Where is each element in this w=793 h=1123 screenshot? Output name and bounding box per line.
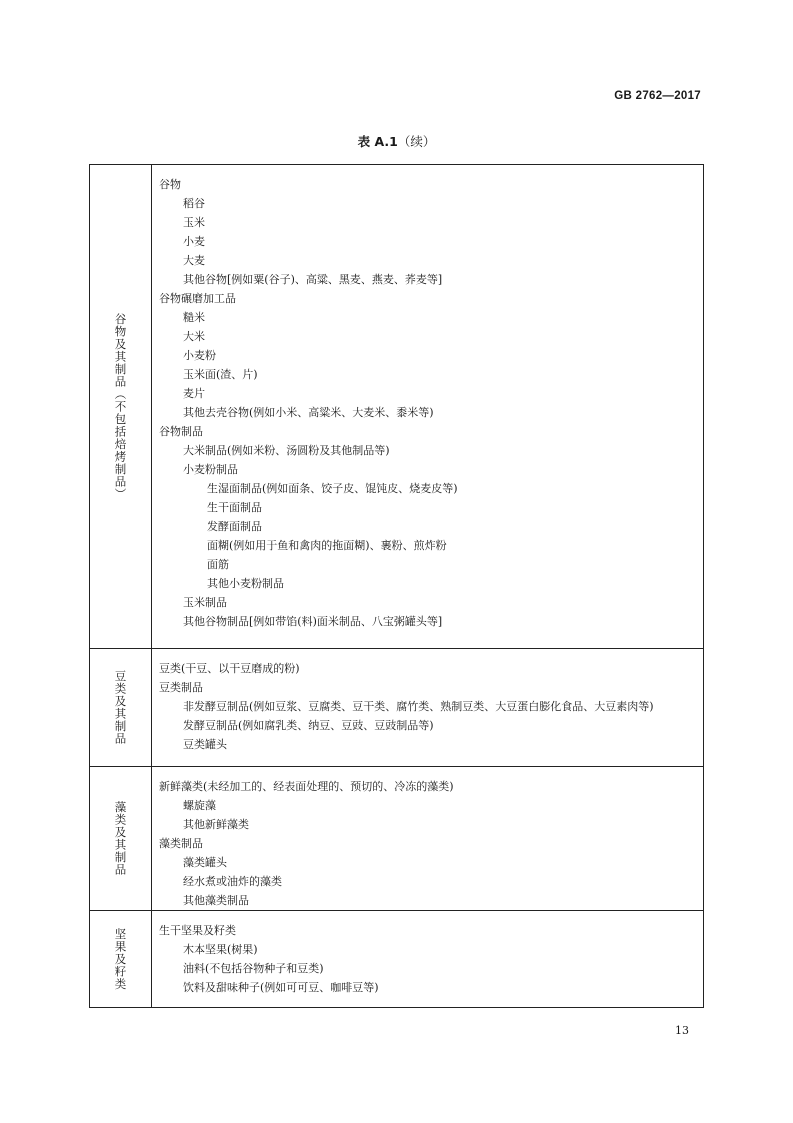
- food-item: 谷物: [159, 178, 181, 191]
- food-item: 发酵面制品: [207, 520, 262, 533]
- category-cell: [90, 165, 152, 648]
- food-item: 面筋: [207, 558, 229, 571]
- category-cell: [90, 911, 152, 1007]
- table-title-suffix: （续）: [397, 134, 436, 149]
- food-item: 玉米制品: [183, 596, 227, 609]
- food-item: 稻谷: [183, 197, 205, 210]
- food-item: 糙米: [183, 311, 205, 324]
- category-label: 豆类及其制品: [113, 670, 128, 745]
- table-section: [90, 767, 703, 911]
- food-item: 谷物制品: [159, 425, 203, 438]
- food-item: 经水煮或油炸的藻类: [183, 875, 282, 888]
- food-item: 玉米: [183, 216, 205, 229]
- food-item: 其他去壳谷物(例如小米、高粱米、大麦米、黍米等): [183, 406, 434, 419]
- food-item: 其他谷物制品[例如带馅(料)面米制品、八宝粥罐头等]: [183, 615, 443, 628]
- food-item: 小麦粉: [183, 349, 216, 362]
- food-item: 面糊(例如用于鱼和禽肉的拖面糊)、裹粉、煎炸粉: [207, 539, 447, 552]
- food-item: 大麦: [183, 254, 205, 267]
- food-item: 其他新鲜藻类: [183, 818, 249, 831]
- food-item: 玉米面(渣、片): [183, 368, 258, 381]
- category-label: 坚果及籽类: [113, 927, 128, 991]
- table-title-prefix: 表 A.1: [357, 134, 398, 149]
- items-cell: [152, 165, 703, 648]
- food-item: 饮料及甜味种子(例如可可豆、咖啡豆等): [183, 981, 379, 994]
- food-item: 大米: [183, 330, 205, 343]
- category-cell: [90, 767, 152, 910]
- food-item: 发酵豆制品(例如腐乳类、纳豆、豆豉、豆豉制品等): [183, 719, 434, 732]
- food-item: 生干面制品: [207, 501, 262, 514]
- food-item: 小麦粉制品: [183, 463, 238, 476]
- food-item: 螺旋藻: [183, 799, 216, 812]
- table-section: [90, 911, 703, 1007]
- items-cell: [152, 767, 703, 910]
- food-item: 其他谷物[例如粟(谷子)、高粱、黑麦、燕麦、荞麦等]: [183, 273, 443, 286]
- items-cell: [152, 649, 703, 766]
- food-item: 其他藻类制品: [183, 894, 249, 907]
- table-section: [90, 165, 703, 649]
- food-item: 其他小麦粉制品: [207, 577, 284, 590]
- food-item: 小麦: [183, 235, 205, 248]
- food-item: 新鲜藻类(未经加工的、经表面处理的、预切的、冷冻的藻类): [159, 780, 454, 793]
- category-label: 谷物及其制品（不包括焙烤制品）: [113, 312, 128, 501]
- food-item: 豆类(干豆、以干豆磨成的粉): [159, 662, 300, 675]
- food-item: 油料(不包括谷物种子和豆类): [183, 962, 324, 975]
- food-item: 非发酵豆制品(例如豆浆、豆腐类、豆干类、腐竹类、熟制豆类、大豆蛋白膨化食品、大豆素肉等): [183, 700, 654, 713]
- food-item: 谷物碾磨加工品: [159, 292, 236, 305]
- food-category-table: [89, 164, 704, 1008]
- table-title: [0, 132, 793, 150]
- items-cell: [152, 911, 703, 1007]
- food-item: 藻类罐头: [183, 856, 227, 869]
- table-section: [90, 649, 703, 767]
- food-item: 生湿面制品(例如面条、饺子皮、馄饨皮、烧麦皮等): [207, 482, 458, 495]
- category-cell: [90, 649, 152, 766]
- food-item: 豆类罐头: [183, 738, 227, 751]
- food-item: 藻类制品: [159, 837, 203, 850]
- page-number: 13: [675, 1024, 689, 1037]
- food-item: 木本坚果(树果): [183, 943, 258, 956]
- standard-code: GB 2762—2017: [614, 90, 701, 102]
- category-label: 藻类及其制品: [113, 801, 128, 876]
- food-item: 麦片: [183, 387, 205, 400]
- food-item: 豆类制品: [159, 681, 203, 694]
- food-item: 生干坚果及籽类: [159, 924, 236, 937]
- food-item: 大米制品(例如米粉、汤圆粉及其他制品等): [183, 444, 390, 457]
